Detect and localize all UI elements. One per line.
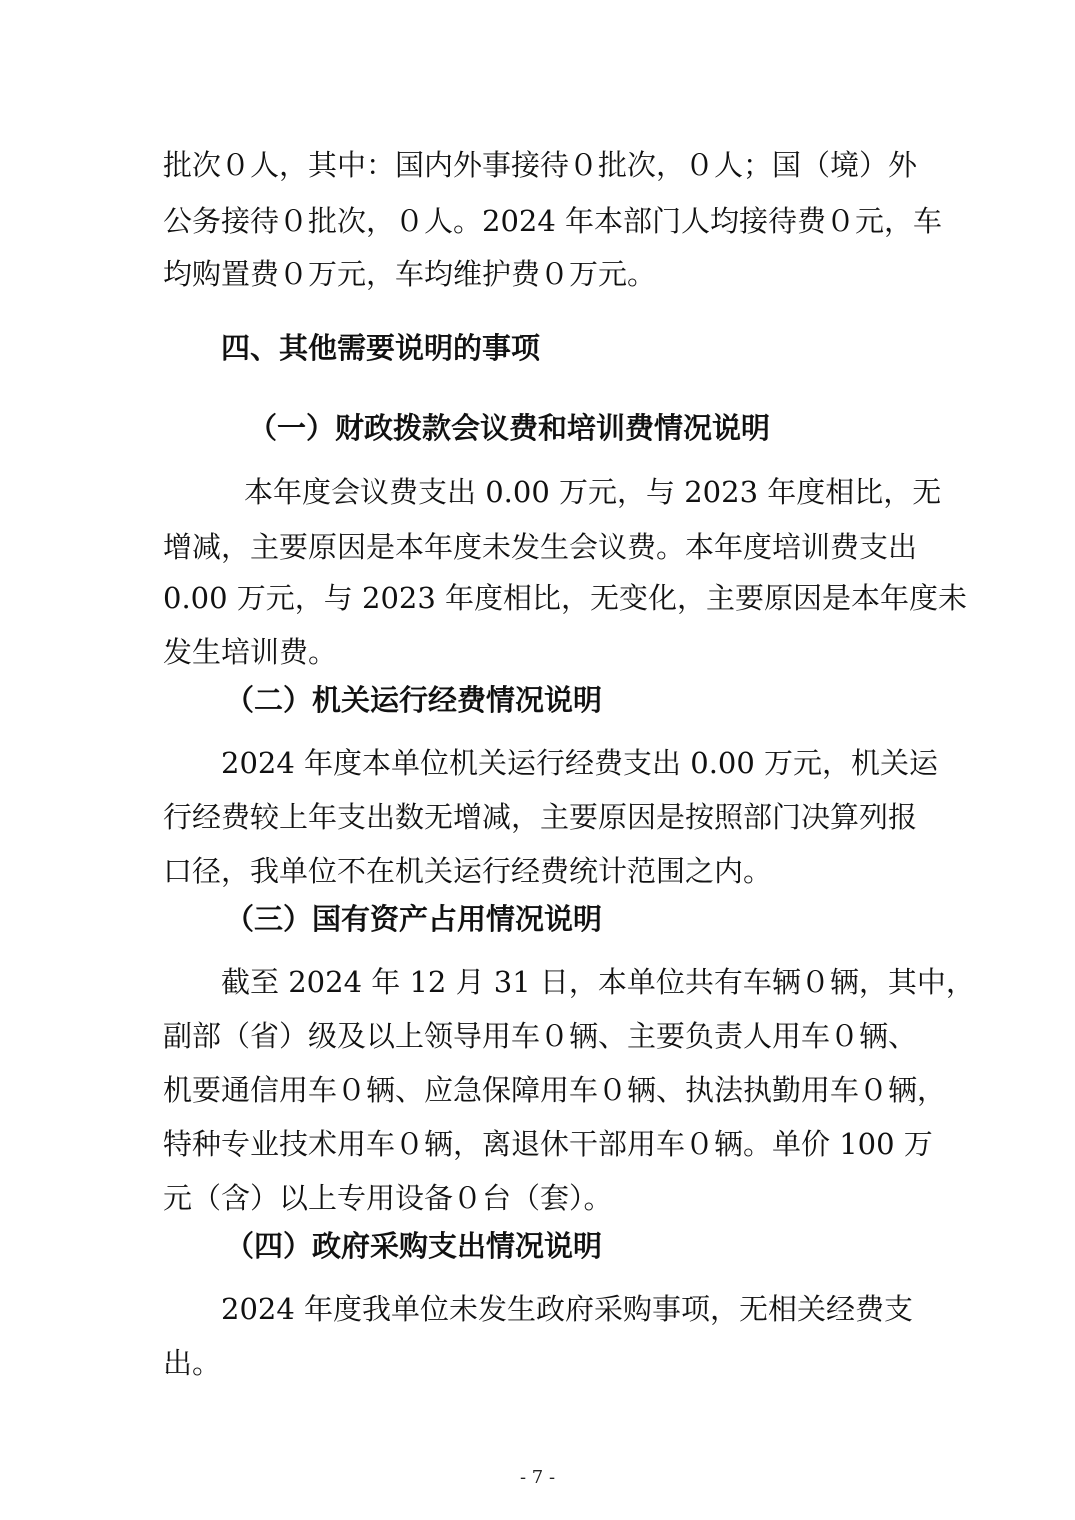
body-text-line: 批次０人，其中：国内外事接待０批次，０人；国（境）外	[163, 148, 918, 182]
body-text-line: 特种专业技术用车０辆，离退休干部用车０辆。单价 100 万	[163, 1127, 933, 1161]
subsection-title: （四）政府采购支出情况说明	[225, 1229, 603, 1263]
body-text-line: 均购置费０万元，车均维护费０万元。	[163, 257, 657, 291]
body-text-line: 副部（省）级及以上领导用车０辆、主要负责人用车０辆、	[163, 1019, 918, 1053]
body-text-line: 发生培训费。	[163, 635, 338, 669]
body-text-line: 截至 2024 年 12 月 31 日，本单位共有车辆０辆，其中，	[221, 965, 975, 999]
body-text-line: 2024 年度我单位未发生政府采购事项，无相关经费支	[221, 1292, 914, 1326]
subsection-title: （三）国有资产占用情况说明	[225, 902, 603, 936]
body-text-line: 增减，主要原因是本年度未发生会议费。本年度培训费支出	[163, 530, 918, 564]
body-text-line: 本年度会议费支出 0.00 万元，与 2023 年度相比，无	[244, 475, 942, 509]
body-text-line: 公务接待０批次，０人。2024 年本部门人均接待费０元，车	[163, 204, 943, 238]
body-text-line: 出。	[163, 1346, 222, 1380]
body-text-line: 2024 年度本单位机关运行经费支出 0.00 万元，机关运	[221, 746, 939, 780]
page-number: - 7 -	[519, 1467, 556, 1488]
body-text-line: 机要通信用车０辆、应急保障用车０辆、执法执勤用车０辆，	[163, 1073, 947, 1107]
subsection-title: （二）机关运行经费情况说明	[225, 683, 603, 717]
subsection-title: （一）财政拨款会议费和培训费情况说明	[248, 411, 771, 445]
body-text-line: 行经费较上年支出数无增减，主要原因是按照部门决算列报	[163, 800, 918, 834]
section-title: 四、其他需要说明的事项	[221, 331, 541, 365]
body-text-line: 元（含）以上专用设备０台（套）。	[163, 1181, 613, 1215]
body-text-line: 0.00 万元，与 2023 年度相比，无变化，主要原因是本年度未	[163, 581, 968, 615]
body-text-line: 口径，我单位不在机关运行经费统计范围之内。	[163, 854, 773, 888]
